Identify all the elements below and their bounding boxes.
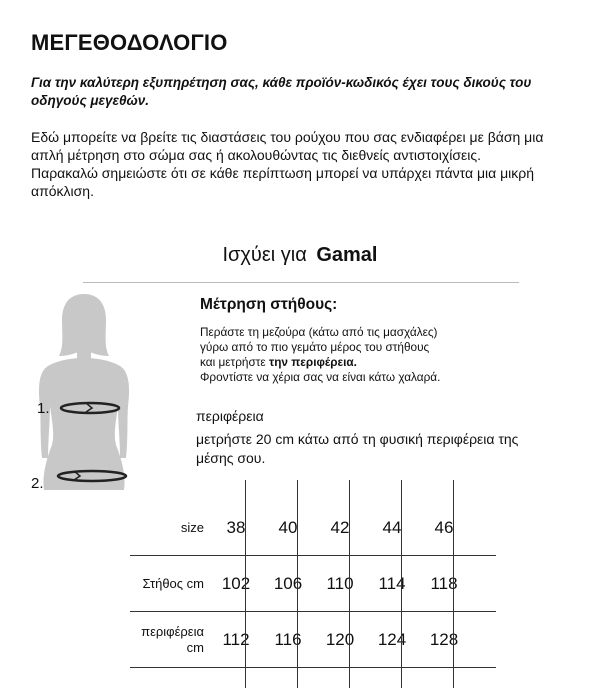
table-cell <box>470 612 496 668</box>
chest-line-3-prefix: και μετρήστε <box>200 355 269 369</box>
chest-line-3 <box>200 355 500 370</box>
intro-text: Για την καλύτερη εξυπηρέτηση σας, κάθε προϊόν-κωδικός έχει τους δικούς του οδηγούς μεγεθών. <box>31 75 532 108</box>
table-cell: 116 <box>262 612 314 668</box>
valid-for-heading <box>0 244 600 267</box>
table-header-spacer <box>130 480 496 500</box>
female-silhouette-icon <box>28 290 140 495</box>
table-cell: 128 <box>418 612 470 668</box>
chest-line-3-bold: την περιφέρεια. <box>268 355 357 369</box>
table-cell: 124 <box>366 612 418 668</box>
table-cell: 44 <box>366 500 418 556</box>
size-table <box>130 480 496 668</box>
table-cell: 110 <box>314 556 366 612</box>
table-grid-line <box>297 480 298 688</box>
marker-2: 2. <box>31 475 44 492</box>
row-label: περιφέρεια cm <box>130 612 210 668</box>
table-row <box>130 612 496 668</box>
row-label: Στήθος cm <box>130 556 210 612</box>
chest-title: Μέτρηση στήθους: <box>200 296 338 313</box>
page-title: ΜΕΓΕΘΟΔΟΛΟΓΙΟ <box>31 30 228 55</box>
table-row <box>130 500 496 556</box>
table-grid-line <box>349 480 350 688</box>
table-cell: 102 <box>210 556 262 612</box>
valid-for-prefix: Ισχύει για <box>222 244 307 266</box>
section-divider <box>83 282 519 283</box>
row-label: size <box>130 500 210 556</box>
table-row <box>130 556 496 612</box>
chest-line-4: Φροντίστε να χέρια σας να είναι κάτω χαλαρά. <box>200 370 441 384</box>
table-cell: 42 <box>314 500 366 556</box>
table-cell <box>470 500 496 556</box>
table-cell: 114 <box>366 556 418 612</box>
table-cell <box>470 556 496 612</box>
table-cell: 120 <box>314 612 366 668</box>
description-paragraph-1: Εδώ μπορείτε να βρείτε τις διαστάσεις του ρούχου που σας ενδιαφέρει με βάση μια απλή μέτρηση στο σώμα σας ή ακολουθώντας τις διεθνείς αντιστοιχίσεις. <box>31 129 544 163</box>
table-grid-line <box>453 480 454 688</box>
brand-name: Gamal <box>316 244 378 266</box>
chest-line-1: Περάστε τη μεζούρα (κάτω από τις μασχάλες) <box>200 325 438 339</box>
marker-1: 1. <box>37 400 50 417</box>
table-cell: 112 <box>210 612 262 668</box>
table-cell: 38 <box>210 500 262 556</box>
waist-title: περιφέρεια <box>196 408 264 424</box>
waist-instructions: μετρήστε 20 cm κάτω από τη φυσική περιφέρεια της μέσης σου. <box>196 431 519 466</box>
description-paragraph-2: Παρακαλώ σημειώστε ότι σε κάθε περίπτωση μπορεί να υπάρχει πάντα μια μικρή απόκλιση. <box>31 165 535 199</box>
chest-instructions <box>200 325 500 385</box>
table-cell: 40 <box>262 500 314 556</box>
chest-line-2: γύρω από το πιο γεμάτο μέρος του στήθους <box>200 340 430 354</box>
table-grid-line <box>401 480 402 688</box>
table-grid-line <box>245 480 246 688</box>
table-cell: 118 <box>418 556 470 612</box>
table-cell: 106 <box>262 556 314 612</box>
table-cell: 46 <box>418 500 470 556</box>
description <box>31 128 571 200</box>
